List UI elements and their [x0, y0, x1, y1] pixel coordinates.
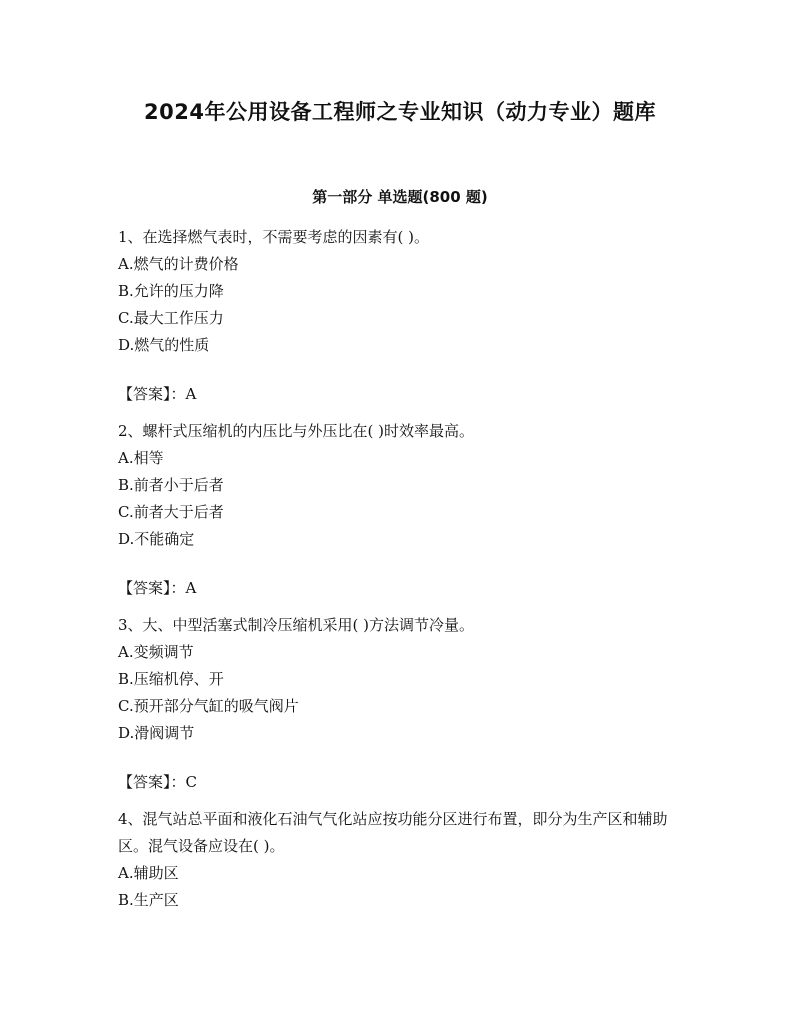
question-stem: 1、在选择燃气表时，不需要考虑的因素有( )。 — [118, 228, 430, 246]
question-1 — [118, 224, 688, 408]
option-c: C.前者大于后者 — [118, 503, 224, 521]
question-stem: 4、混气站总平面和液化石油气气化站应按功能分区进行布置，即分为生产区和辅助区。混气设备应设在( )。 — [118, 810, 668, 855]
option-d: D.滑阀调节 — [118, 724, 195, 742]
question-3 — [118, 612, 688, 796]
answer-line — [118, 575, 688, 602]
option-c: C.最大工作压力 — [118, 309, 224, 327]
question-4 — [118, 806, 688, 914]
answer-label: 【答案】： — [118, 579, 186, 597]
option-d: D.燃气的性质 — [118, 336, 210, 354]
answer-label: 【答案】： — [118, 385, 186, 403]
answer-value: A — [185, 385, 197, 403]
option-b: B.允许的压力降 — [118, 282, 224, 300]
option-a: A.辅助区 — [118, 864, 179, 882]
question-stem: 3、大、中型活塞式制冷压缩机采用( )方法调节冷量。 — [118, 616, 475, 634]
option-a: A.燃气的计费价格 — [118, 255, 239, 273]
option-a: A.变频调节 — [118, 643, 194, 661]
option-b: B.前者小于后者 — [118, 476, 224, 494]
section-title: 第一部分 单选题(800 题) — [312, 188, 488, 206]
answer-value: C — [185, 773, 197, 791]
option-d: D.不能确定 — [118, 530, 195, 548]
answer-line — [118, 769, 688, 796]
option-a: A.相等 — [118, 449, 164, 467]
option-b: B.压缩机停、开 — [118, 670, 224, 688]
option-b: B.生产区 — [118, 891, 179, 909]
answer-value: A — [185, 579, 197, 597]
option-c: C.预开部分气缸的吸气阀片 — [118, 697, 299, 715]
answer-label: 【答案】： — [118, 773, 186, 791]
page-title: 2024年公用设备工程师之专业知识（动力专业）题库 — [144, 100, 656, 124]
answer-line — [118, 381, 688, 408]
question-2 — [118, 418, 688, 602]
question-stem: 2、螺杆式压缩机的内压比与外压比在( )时效率最高。 — [118, 422, 475, 440]
question-list — [118, 224, 688, 914]
